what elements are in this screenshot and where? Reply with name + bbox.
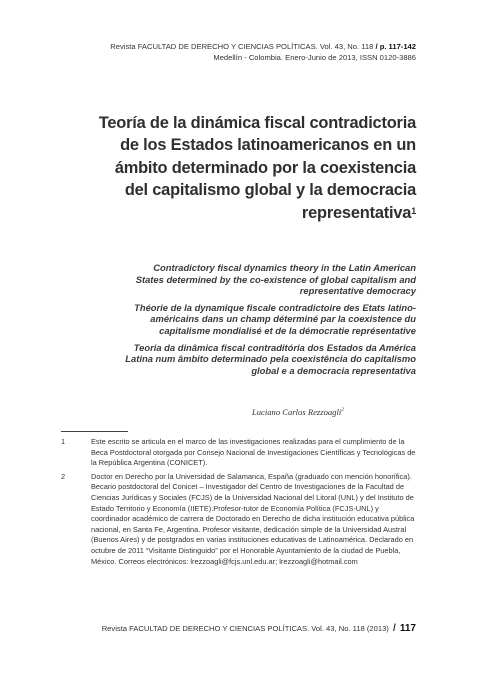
title-footnote-mark: 1	[411, 205, 416, 216]
footnote-text: Este escrito se articula en el marco de las investigaciones realizadas para el cumplimiento de la Beca Postdoctoral otorgada por Consejo Nacional de Investigaciones Científicas y Tecnológicas de la República Argentina (CONICET).	[91, 437, 416, 468]
english-title	[80, 262, 416, 297]
french-title-line: américains dans un champ déterminé par la coexistence du	[150, 313, 416, 325]
footnote-1	[61, 437, 418, 469]
portuguese-title	[80, 342, 416, 377]
french-title-line: Théorie de la dynamique fiscale contradictoire des Etats latino-	[134, 301, 416, 313]
portuguese-title-line: Latina num âmbito determinado pela coexistência do capitalismo	[125, 353, 416, 365]
header-line-2: Medellín - Colombia. Enero-Junio de 2013, ISSN 0120-3886	[213, 52, 416, 62]
footnote-text: Doctor en Derecho por la Universidad de Salamanca, España (graduado con mención honorífica). Becario postdoctoral del Conicet – Investigador del Centro de Investigaciones de la Facultad de Ciencias Jurídicas y Sociales (FCJS) de la Universidad Nacional del Litoral (UNL) y del Instituto de Estado Territorio y Economía (IIETE).Profesor-tutor de Economía Política (FCJS-UNL) y coordinador académico de carrera de Doctorado en Derecho de dicha institución educativa pública nacional, en Santa Fe, Argentina. Profesor visitante, dedicación simple de la Universidad Austral (Buenos Aires) y de postgrados en varias instituciones educativas de Latinoamérica. Declarado en octubre de 2011 “Visitante Distinguido” por el Honorable Ayuntamiento de la ciudad de Puebla, México. Correos electrónicos: lrezzoagli@fcjs.unl.edu.ar; lrezzoagli@hotmail.com	[91, 471, 415, 566]
english-title-line: representative democracy	[299, 285, 416, 297]
french-title-line: capitalisme mondialisé et de la démocratie représentative	[159, 324, 416, 336]
footer-separator: /	[392, 623, 396, 634]
title-line: de los Estados latinoamericanos en un	[120, 136, 416, 155]
author-byline	[252, 407, 344, 417]
title-line: representativa	[301, 203, 412, 222]
article-title	[60, 112, 416, 224]
title-line-last	[60, 202, 416, 224]
portuguese-title-line: global e a democracia representativa	[251, 364, 416, 376]
footer-journal: Revista FACULTAD DE DERECHO Y CIENCIAS POLÍTICAS. Vol. 43, No. 118 (2013)	[101, 624, 389, 633]
title-line: ámbito determinado por la coexistencia	[114, 158, 416, 177]
footnote-number: 2	[61, 471, 66, 481]
author-footnote-mark: 2	[341, 407, 344, 414]
english-title-line: States determined by the co-existence of global capitalism and	[135, 273, 416, 285]
header-journal: Revista FACULTAD DE DERECHO Y CIENCIAS POLÍTICAS. Vol. 43, No. 118	[110, 42, 374, 51]
title-line: Teoría de la dinámica fiscal contradictoria	[98, 114, 416, 132]
author-name: Luciano Carlos Rezzoagli	[251, 407, 342, 417]
portuguese-title-line: Teoria da dinâmica fiscal contraditória dos Estados da América	[133, 341, 416, 353]
english-title-line: Contradictory fiscal dynamics theory in the Latin American	[153, 262, 416, 273]
footnotes	[61, 437, 418, 570]
header-line-1	[110, 42, 416, 53]
header-pages: / p. 117-142	[375, 42, 416, 51]
title-line: del capitalismo global y la democracia	[124, 181, 416, 200]
footnote-divider	[61, 431, 128, 432]
footnote-number: 1	[61, 437, 66, 446]
footnote-2	[61, 472, 418, 567]
title-translations	[80, 262, 416, 381]
french-title	[80, 302, 416, 337]
running-header	[110, 42, 416, 63]
page-number: 117	[399, 623, 416, 634]
running-footer	[102, 623, 416, 634]
